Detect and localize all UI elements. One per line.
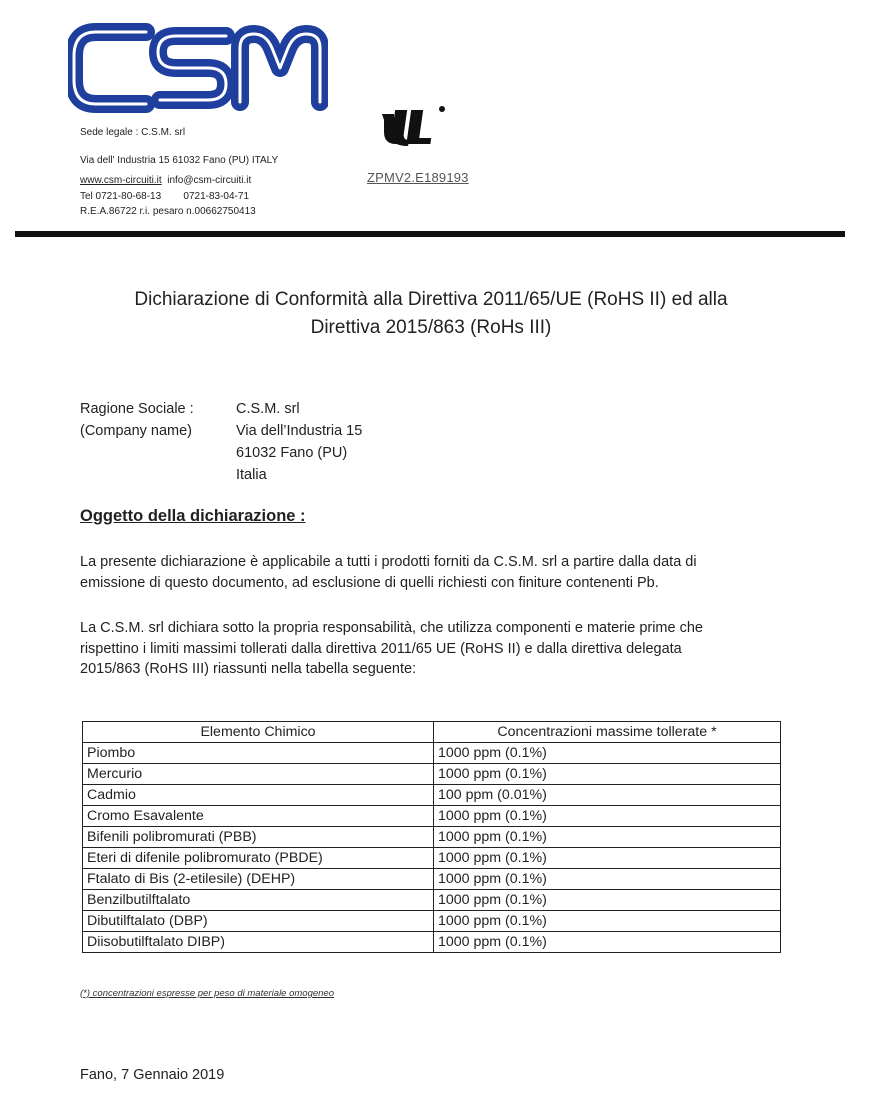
web-contact: [80, 174, 251, 188]
table-row: [83, 869, 781, 890]
table-row: [83, 827, 781, 848]
element-cell: Diisobutilftalato DIBP): [83, 932, 434, 953]
company-street: Via dell’Industria 15: [236, 423, 363, 439]
paragraph-scope: [80, 552, 800, 593]
element-cell: Benzilbutilftalato: [83, 890, 434, 911]
table-row: [83, 806, 781, 827]
paragraph-line: 2015/863 (RoHS III) riassunti nella tabella seguente:: [80, 661, 417, 677]
paragraph-line: La C.S.M. srl dichiara sotto la propria responsabilità, che utilizza componenti e materie prime che: [80, 620, 703, 636]
document-title: [60, 286, 802, 342]
element-cell: Dibutilftalato (DBP): [83, 911, 434, 932]
table-row: [83, 932, 781, 953]
company-label-it: Ragione Sociale :: [80, 401, 194, 417]
company-address: Via dell' Industria 15 61032 Fano (PU) ITALY: [80, 155, 279, 166]
csm-logo: [68, 18, 328, 118]
element-cell: Bifenili polibromurati (PBB): [83, 827, 434, 848]
table-row: [83, 890, 781, 911]
document-date: Fano, 7 Gennaio 2019: [80, 1067, 225, 1083]
company-label-en: (Company name): [80, 423, 193, 439]
limit-cell: 1000 ppm (0.1%): [434, 806, 781, 827]
element-cell: Mercurio: [83, 764, 434, 785]
ul-certification-code: ZPMV2.E189193: [367, 170, 469, 185]
header-max-concentration: Concentrazioni massime tollerate *: [434, 722, 781, 743]
title-line-2: Direttiva 2015/863 (RoHs III): [310, 317, 552, 338]
title-line-1: Dichiarazione di Conformità alla Direttiva 2011/65/UE (RoHS II) ed alla: [134, 289, 728, 310]
phone-numbers: [80, 190, 249, 204]
table-footnote: (*) concentrazioni espresse per peso di materiale omogeneo: [80, 988, 334, 999]
company-label: [80, 398, 194, 442]
company-name: C.S.M. srl: [236, 401, 300, 417]
limit-cell: 1000 ppm (0.1%): [434, 911, 781, 932]
limit-cell: 1000 ppm (0.1%): [434, 743, 781, 764]
website-link[interactable]: www.csm-circuiti.it: [80, 175, 162, 186]
paragraph-line: La presente dichiarazione è applicabile a tutti i prodotti forniti da C.S.M. srl a partire dalla data di: [80, 554, 697, 570]
fax-number: 0721-83-04-71: [183, 191, 250, 202]
rohs-limits-table: [82, 721, 781, 953]
table-row: [83, 743, 781, 764]
element-cell: Eteri di difenile polibromurato (PBDE): [83, 848, 434, 869]
table-row: [83, 764, 781, 785]
element-cell: Cadmio: [83, 785, 434, 806]
limit-cell: 1000 ppm (0.1%): [434, 932, 781, 953]
company-country: Italia: [236, 467, 267, 483]
tel-number: Tel 0721-80-68-13: [80, 191, 162, 202]
element-cell: Cromo Esavalente: [83, 806, 434, 827]
element-cell: Ftalato di Bis (2-etilesile) (DEHP): [83, 869, 434, 890]
limit-cell: 100 ppm (0.01%): [434, 785, 781, 806]
legal-seat: Sede legale : C.S.M. srl: [80, 127, 186, 138]
rea-registration: R.E.A.86722 r.i. pesaro n.00662750413: [80, 206, 256, 217]
header-chemical-element: Elemento Chimico: [83, 722, 434, 743]
table-row: [83, 911, 781, 932]
paragraph-line: rispettino i limiti massimi tollerati dalla direttiva 2011/65 UE (RoHS II) e dalla direttiva delegata: [80, 640, 682, 657]
company-details: [236, 398, 362, 486]
limit-cell: 1000 ppm (0.1%): [434, 848, 781, 869]
element-cell: Piombo: [83, 743, 434, 764]
company-city: 61032 Fano (PU): [236, 445, 348, 461]
email-address: info@csm-circuiti.it: [167, 175, 252, 186]
limit-cell: 1000 ppm (0.1%): [434, 764, 781, 785]
limit-cell: 1000 ppm (0.1%): [434, 827, 781, 848]
table-row: [83, 848, 781, 869]
object-heading: Oggetto della dichiarazione :: [80, 507, 306, 525]
limit-cell: 1000 ppm (0.1%): [434, 869, 781, 890]
table-row: [83, 785, 781, 806]
ul-recognized-mark-icon: [380, 104, 446, 148]
paragraph-declaration: [80, 618, 800, 680]
table-header-row: [83, 722, 781, 743]
limit-cell: 1000 ppm (0.1%): [434, 890, 781, 911]
paragraph-line: emissione di questo documento, ad esclusione di quelli richiesti con finiture contenenti Pb.: [80, 574, 659, 591]
header-divider: [15, 231, 845, 237]
